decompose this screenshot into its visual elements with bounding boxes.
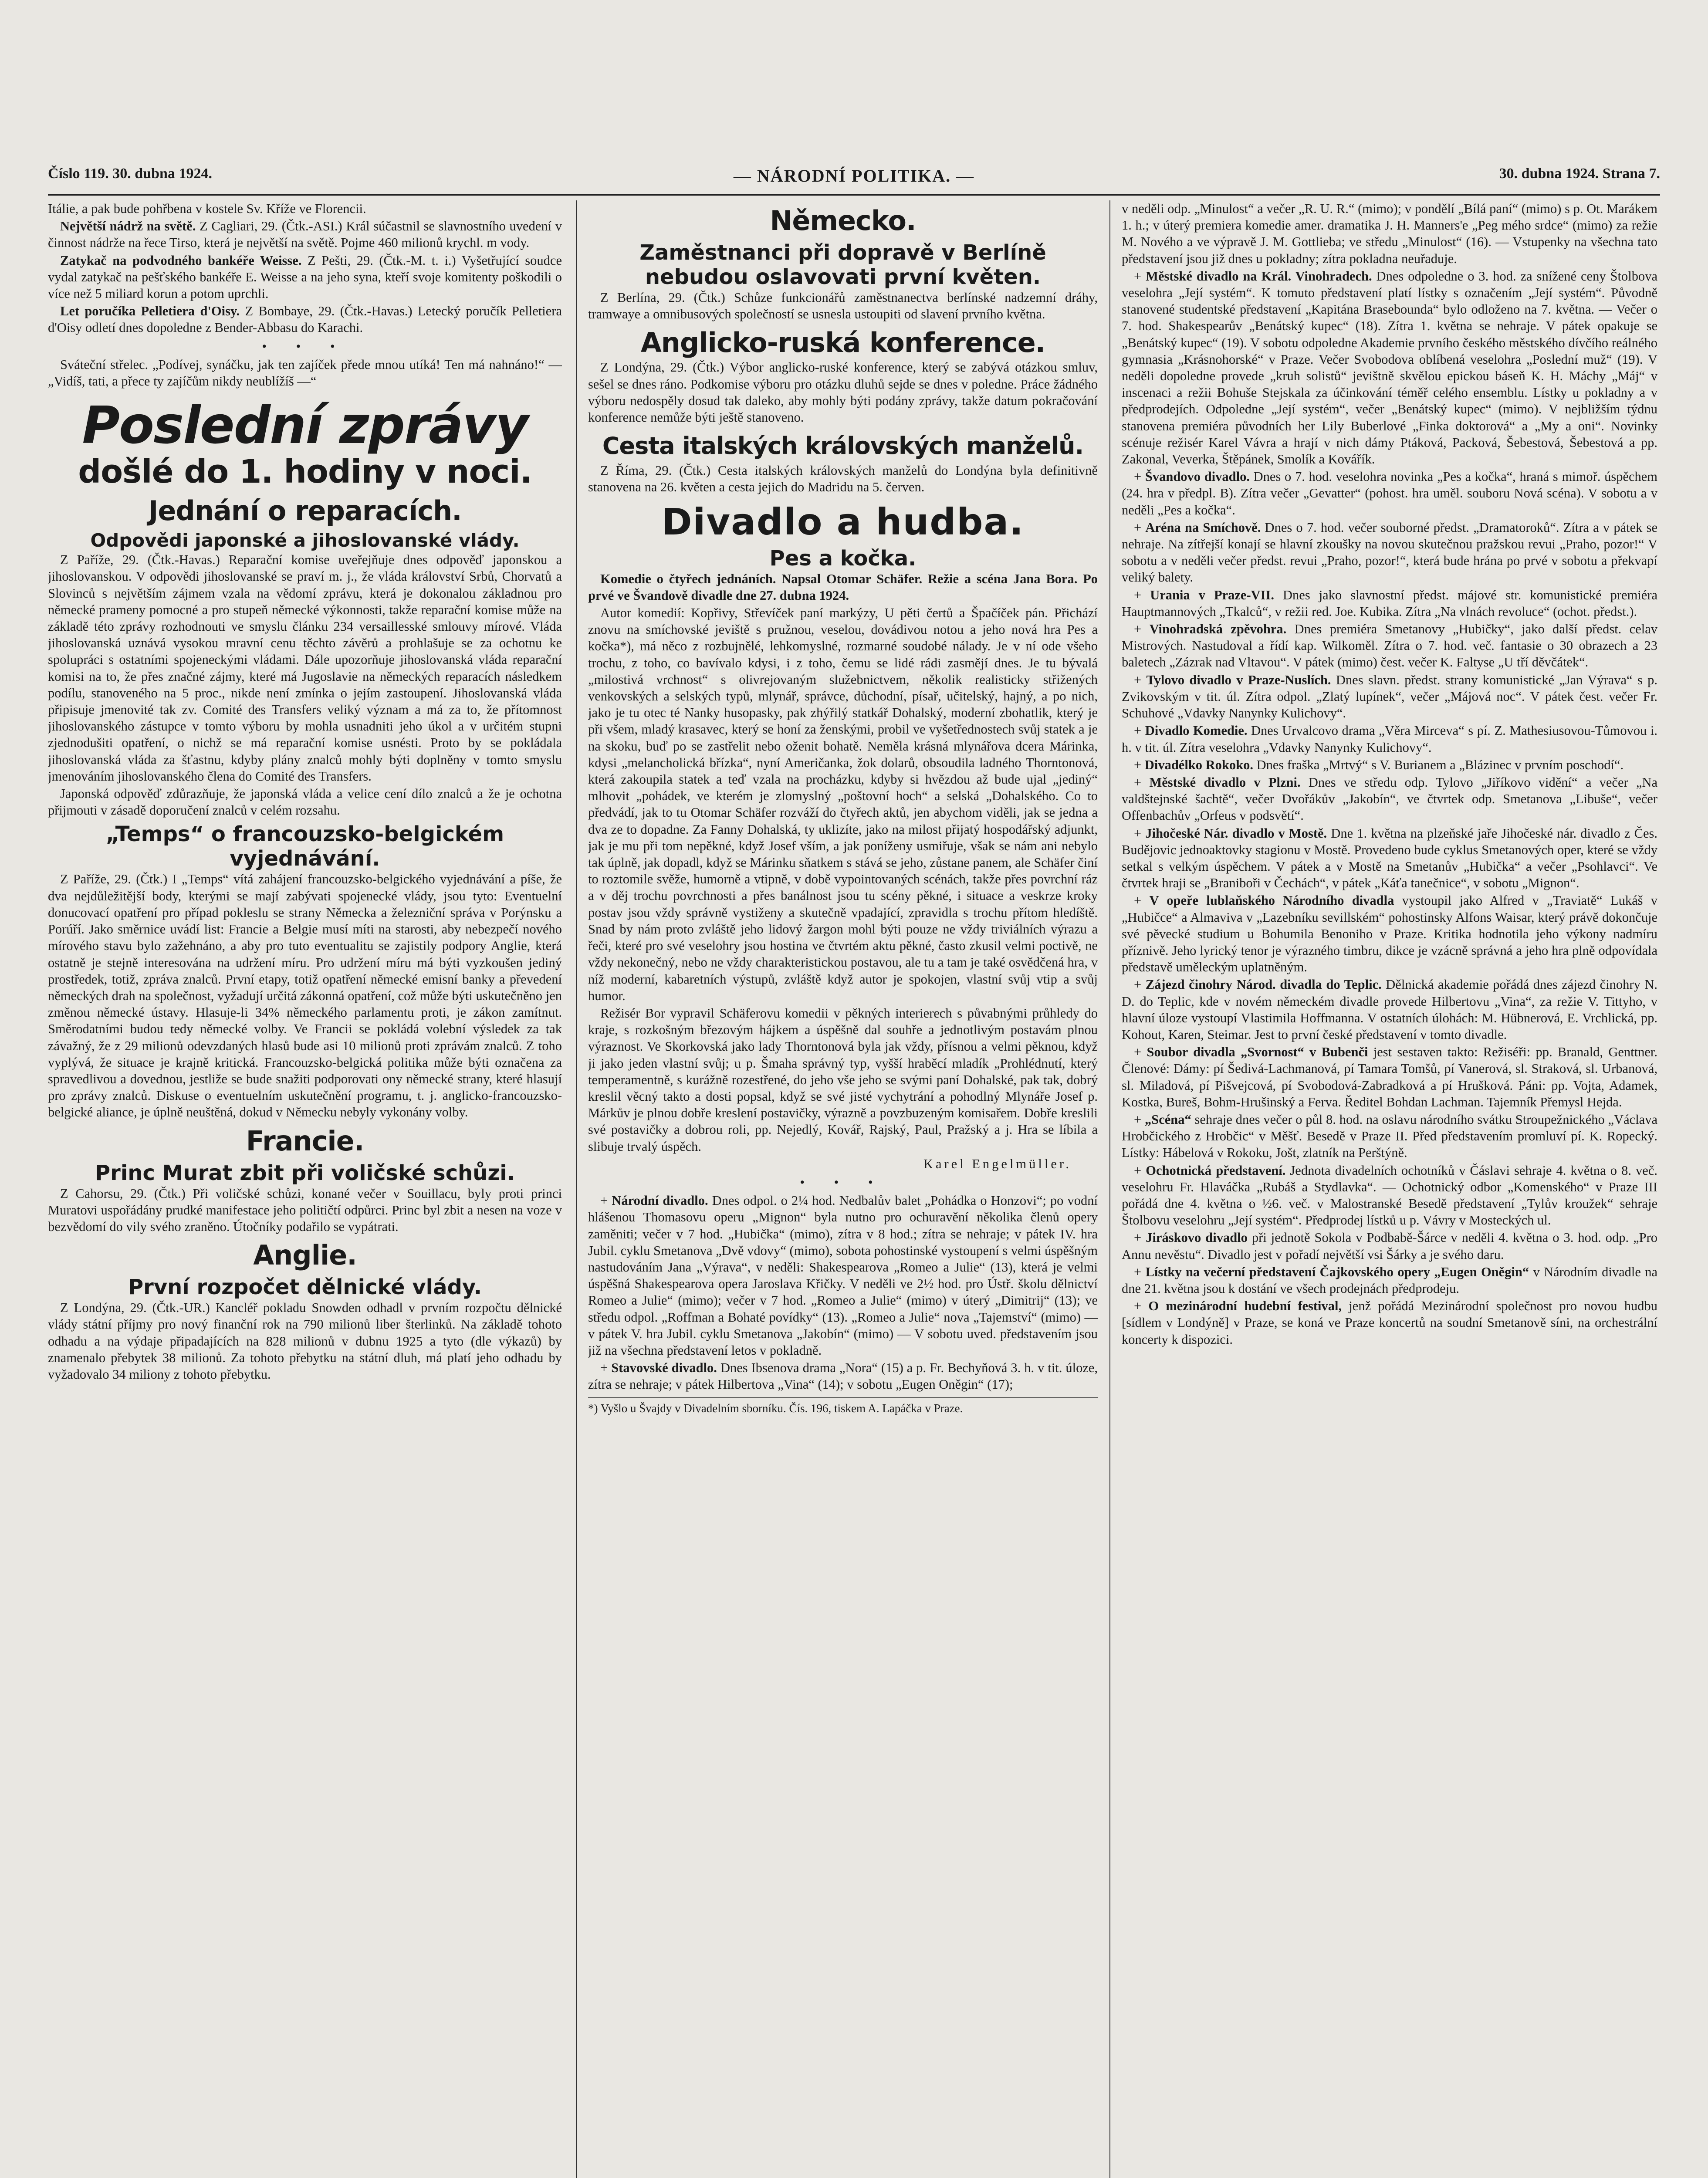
column-3	[1122, 200, 1657, 2178]
article-text: Dnes Urvalcovo drama „Věra Mirceva“ s pí. Z. Mathesiusovou-Tůmovou i. h. v tit. úl. Zítra veselohra „Vdavky Nanynky Kulichovy“.	[1122, 723, 1657, 755]
article-text: Dnes o 7. hod. večer souborné předst. „Dramatoroků“. Zítra a v pátek se nehraje. Na zítřejší konají se hlavní zkoušky na novou skutečnou pražskou revui „Praho, pozor!“ V sobotu a v neděli večer předst. revui „Praho, pozor!“, která bude hrána po prvé v sobotu a překvapí veliký balety.	[1122, 520, 1657, 585]
article-title: Soubor divadla „Svornost“ v Bubenči	[1147, 1045, 1368, 1060]
paragraph: + V opeře lublaňského Národního divadla vystoupil jako Alfred v „Traviatě“ Lukáš v „Hubičce“ a Almaviva v „Lazebníku sevillském“ pohostinsky Alfons Waisar, který právě dokončuje své pěvecké studium u Bohumila Benoniho v Praze. Kritika hodnotila jeho výkony nadmíru příznivě. Jeho lyrický tenor je výrazného timbru, dikce je vzácně správná a jeho hra plně odpovídala představě uměleckým uplatněným.	[1122, 893, 1657, 975]
separator: • • •	[800, 1174, 886, 1190]
article-text: jenž pořádá Mezinárodní společnost pro novou hudbu [sídlem v Londýně] v Praze, se koná ve Praze koncertů na soudní Smetanově síni, na orchestrální koncerty k dispozici.	[1122, 1299, 1657, 1347]
article-title: Zatykač na podvodného bankéře Weisse.	[60, 253, 302, 268]
paragraph: + Divadlo Komedie. Dnes Urvalcovo drama „Věra Mirceva“ s pí. Z. Mathesiusovou-Tůmovou i. h. v tit. úl. Zítra veselohra „Vdavky Nanynky Kulichovy“.	[1122, 723, 1657, 755]
article-title: Ochotnická představení.	[1146, 1163, 1286, 1178]
article-title: Let poručíka Pelletiera d'Oisy.	[60, 304, 240, 319]
paragraph	[48, 252, 562, 302]
article-title: Stavovské divadlo.	[611, 1360, 717, 1376]
paragraph: + Jihočeské Nár. divadlo v Mostě. Dne 1. května na plzeňské jaře Jihočeské nár. divadlo z Čes. Budějovic jednoaktovky stagionu v Mostě. Provedeno bude cyklus Smetanových oper, které se vždy setkal s velkým úspěchem. V pátek a v Mostě na Smetanův „Hubička“ a večer „Psohlavci“. Ve čtvrtek hraji se „Braniboři v Čechách“, v pátek „Káťa tanečnice“, v sobotu „Mignon“.	[1122, 825, 1657, 891]
article-headline: Cesta italských královských manželů.	[602, 432, 1084, 460]
article-title: Jiráskovo divadlo	[1146, 1230, 1248, 1245]
paragraph: + Lístky na večerní představení Čajkovského opery „Eugen Oněgin“ v Národním divadle na dne 21. května jsou k dostání ve všech prodejnách předprodeju.	[1122, 1264, 1657, 1296]
article-text: sehraje dnes večer o půl 8. hod. na oslavu národního svátku Stroupežnického „Václava Hrobčického z Hrobčic“ v Měšť. Besedě v Praze II. Před představením promluví pí. K. Ropecký. Lístky: Hábelová v Rokoku, Jošt, zlatník na Perštýně.	[1122, 1112, 1657, 1160]
article-subheadline: Odpovědi japonské a jihoslovanské vlády.	[90, 530, 520, 551]
article-title: Největší nádrž na světě.	[60, 219, 196, 234]
paragraph: Režisér Bor vypravil Schäferovu komedii v pěkných interierech s půvabnými průhledy do kraje, s rozkošným březovým hájkem a úspěšně dal souhře a jednotlivým postavám plnou výraznost. Ve Skorkovská jako lady Thorntonová byla jak vždy, přísnou a velmi pěknou, když ji jako jeden vlastní svůj; u p. Šmaha správný typ, vyšší hraběcí mladík „Prohlédnutí, který temperamentně, s kurážně rozestřené, do jeho vše jeho se svými paní Dohalské, pak tak, dobrý kreslil věcný takto a dosti popsal, když se své jisté vychytrání a pohodlný Mlynáře Josef p. Márkův je plnou dobře kreslení postavičky, výrazně a povzbuzeným komisařem. Dobře kreslili své postavičky a dobrou roli, pp. Nejedlý, Kovář, Rajský, Paul, Pražský a j. Hra se líbila a slibuje trvalý úspěch.	[588, 1005, 1098, 1154]
article-text: Dnes Ibsenova drama „Nora“ (15) a p. Fr. Bechyňová 3. h. v tit. úloze, zítra se nehraje; v pátek Hilbertova „Vina“ (14); v sobotu „Eugen Oněgin“ (17);	[588, 1360, 1098, 1392]
article-title: V opeře lublaňského Národního divadla	[1149, 893, 1394, 908]
column-rule-1	[576, 200, 577, 2178]
section-headline: Anglie.	[253, 1239, 357, 1272]
paragraph: + Divadélko Rokoko. Dnes fraška „Mrtvý“ s V. Burianem a „Blázinec v prvním poschodí“.	[1134, 757, 1624, 772]
paragraph: + Urania v Praze-VII. Dnes jako slavnostní předst. májové str. komunistické premiéra Hauptmannových „Tkalců“, v režii red. Joe. Kubika. Zítra „Na vlnách revoluce“ (ochot. předst.).	[1122, 587, 1657, 619]
article-text: Jednota divadelních ochotníků v Čáslavi sehraje 4. května o 8. več. veselohru Fr. Hlaváčka „Rubáš a Stydlavka“. — Ochotnický odbor „Komenského“ v Praze III pořádá dne 4. května o ½6. več. v Malostranské Besedě představení „Tylův kroužek“ sehraje Štolbovu veselohru „Její systém“. Předprodej lístků u p. Vávry v Mosteckých ul.	[1122, 1163, 1657, 1228]
article-text: Z Pešti, 29. (Čtk.-M. t. i.) Vyšetřující soudce vydal zatykač na pešťského bankéře E. Weisse a na jeho syna, kteří svoje komitenty poškodili o více než 5 miliard korun a potom uprchli.	[48, 253, 562, 301]
paragraph: + Jiráskovo divadlo při jednotě Sokola v Podbabě-Šárce v neděli 4. května o 3. hod. odp. „Pro Annu nevěstu“. Divadlo jest v pořadí největší vsi Šárky a je svého daru.	[1122, 1230, 1657, 1262]
paragraph: + Městské divadlo v Plzni. Dnes ve středu odp. Tylovo „Jiříkovo vidění“ a večer „Na valdštejnské šachtě“, večer Dvořákův „Jakobín“, ve čtvrtek odp. Smetanova „Libuše“, večer Offenbachův „Orfeus v podsvětí“.	[1122, 774, 1657, 823]
article-title: Jihočeské Nár. divadlo v Mostě.	[1145, 825, 1327, 841]
article-text: Dělnická akademie pořádá dnes zájezd činohry N. D. do Teplic, kde v novém německém divadle provede Hilbertovu „Vina“, za režie V. Tittyho, v hlavní úloze vystoupí Vlastimila Hoffmanna. V ostatních úlohách: M. Hübnerová, E. Vrchlická, pp. Kohout, Karen, Steimar. Jest to první české představení v tomto divadle.	[1122, 977, 1657, 1042]
article-headline: Princ Murat zbit při voličské schůzi.	[95, 1160, 515, 1185]
article-headline: Anglicko-ruská konference.	[640, 327, 1045, 359]
article-title: Zájezd činohry Národ. divadla do Teplic.	[1145, 977, 1382, 992]
paragraph: Z Londýna, 29. (Čtk.) Výbor anglicko-ruské konference, který se zabývá otázkou smluv, sešel se dnes ráno. Podkomise výboru pro otázku dluhů sejde se dnes v poledne. Práce žádného výboru nedospěly dosud tak daleko, aby mohly býti podány zprávy, takže datum pokračování konference nemůže býti ještě stanoveno.	[588, 360, 1098, 425]
article-title: Divadlo Komedie.	[1145, 723, 1248, 738]
paragraph	[48, 303, 562, 336]
article-text: Dnes ve středu odp. Tylovo „Jiříkovo vidění“ a večer „Na valdštejnské šachtě“, večer Dvořákův „Jakobín“, ve čtvrtek odp. Smetanova „Libuše“, večer Offenbachův „Orfeus v podsvětí“.	[1122, 774, 1657, 823]
paragraph: Z Cahorsu, 29. (Čtk.) Při voličské schůzi, konané večer v Souillacu, byly proti princi Muratovi uspořádány prudké manifestace jeho političtí odpůrci. Princ byl zbit a nesen na voze v bezvědomí do vily svého zraněno. Útočníky podařilo se vypátrati.	[48, 1186, 562, 1234]
paragraph	[48, 218, 562, 251]
article-text: Z Cagliari, 29. (Čtk.-ASI.) Král súčastnil se slavnostního uvedení v činnost nádrže na řece Tirso, která je největší na světě. Pojme 460 milionů krychl. m vody.	[48, 219, 562, 250]
paragraph: Z Londýna, 29. (Čtk.-UR.) Kancléř pokladu Snowden odhadl v prvním rozpočtu dělnické vlády státní příjmy pro nový finanční rok na 790 milionů liber šterlinků. Na základě tohoto odhadu a na výdaje připadajících na 828 milionů v dubnu 1925 a tyto (dle výkazů) by znamenalo přebytek 38 milionů. Za tohoto přebytku na státní dluh, má platí jeho odhadu by vyžadovalo 34 miliony z tohoto přebytku.	[48, 1300, 562, 1382]
article-text: Dnes odpol. o 2¼ hod. Nedbalův balet „Pohádka o Honzovi“; po vodní hlášenou Thomasovu operu „Mignon“ byla nutno pro ochuravění několika členů opery zaměniti; večer v 7 hod. „Hubička“ (mimo), zítra v 8 hod.; zítra se nehraje; v pátek IV. hra Jubil. cyklu Smetanova „Dvě vdovy“ (mimo), sobota pohostinské vystoupení s velmi úspěšným nastudováním Jana „Výrava“, v neděli: Shakespearova „Romeo a Julie“ (13), která je velmi úspěšná Shakespearova opera Jaroslava Křičky. V neděli ve 2½ hod. pro Ústř. školu dělnictví Romeo a Julie“ (mimo); večer v 7 hod. „Romeo a Julie“ (mimo) v úterý „Dimitrij“ (13); ve středu odpol. „Roffman a Bohaté povídky“ (13). „Romeo a Julie“ nova „Tajemství“ (mimo) — v pátek V. hra Jubil. cyklu Smetanova „Jakobín“ (mimo) — V sobotu uved. představením jsou již na všechna představení letos v pokladně.	[588, 1193, 1098, 1358]
section-title: Poslední zprávy	[82, 395, 528, 456]
paragraph: + Vinohradská zpěvohra. Dnes premiéra Smetanovy „Hubičky“, jako další předst. celav Mistrových. Nastudoval a řídí kap. Wilkoměl. Zítra o 7. hod. več. fantasie o 30 obrazech a 23 baletech „Zázrak nad Vltavou“. V pátek (mimo) čest. večer K. Faltyse „U tří děvčátek“.	[1122, 622, 1657, 670]
paragraph: + „Scéna“ sehraje dnes večer o půl 8. hod. na oslavu národního svátku Stroupežnického „Václava Hrobčického z Hrobčic“ v Měšť. Besedě v Praze II. Před představením promluví pí. K. Ropecký. Lístky: Hábelová v Rokoku, Jošt, zlatník na Perštýně.	[1122, 1112, 1657, 1160]
article-text: Dne 1. května na plzeňské jaře Jihočeské nár. divadlo z Čes. Budějovic jednoaktovky stagionu v Mostě. Provedeno bude cyklus Smetanových oper, které se vždy setkal s velkým úspěchem. V pátek a v Mostě na Smetanův „Hubička“ a večer „Psohlavci“. Ve čtvrtek hraji se „Braniboři v Čechách“, v pátek „Káťa tanečnice“, v sobotu „Mignon“.	[1122, 825, 1657, 891]
article-text: při jednotě Sokola v Podbabě-Šárce v neděli 4. května o 3. hod. odp. „Pro Annu nevěstu“. Divadlo jest v pořadí největší vsi Šárky a je svého daru.	[1122, 1230, 1657, 1262]
article-text: Z Bombaye, 29. (Čtk.-Havas.) Letecký poručík Pelletiera d'Oisy odletí dnes dopoledne z Bender-Abbasu do Karachi.	[48, 304, 562, 335]
section-headline: Francie.	[246, 1125, 364, 1157]
article-text: vystoupil jako Alfred v „Traviatě“ Lukáš v „Hubičce“ a Almaviva v „Lazebníku sevillském“ pohostinsky Alfons Waisar, který právě dokončuje své pěvecké studium u Bohumila Benoniho v Praze. Kritika hodnotila jeho výkony nadmíru příznivě. Jeho lyrický tenor je výrazného timbru, dikce je vzácně správná a jeho hra plně odpovídala představě uměleckým uplatněným.	[1122, 893, 1657, 975]
paragraph: + Tylovo divadlo v Praze-Nuslích. Dnes slavn. předst. strany komunistické „Jan Výrava“ s p. Zvikovským v tit. úl. Zítra odpol. „Zlatý lupínek“, večer „Májová noc“. V pátek čest. večer Fr. Schuhové „Vdavky Nanynky Kulichovy“.	[1122, 672, 1657, 721]
article-text: Dnes o 7. hod. veselohra novinka „Pes a kočka“, hraná s mimoř. úspěchem (24. hra v předpl. B). Zítra večer „Gevatter“ (pohost. hra uměl. souboru Nová scéna). V sobotu a v neděli „Pes a kočka“.	[1122, 469, 1657, 517]
article-title: Vinohradská zpěvohra.	[1149, 622, 1287, 637]
article-title: Aréna na Smíchově.	[1145, 520, 1261, 535]
article-title: Národní divadlo.	[612, 1193, 708, 1208]
paragraph: + Ochotnická představení. Jednota divadelních ochotníků v Čáslavi sehraje 4. května o 8. več. veselohru Fr. Hlaváčka „Rubáš a Stydlavka“. — Ochotnický odbor „Komenského“ v Praze III pořádá dne 4. května o ½6. več. v Malostranské Besedě představení „Tylův kroužek“ sehraje Štolbovu veselohru „Její systém“. Předprodej lístků u p. Vávry v Mosteckých ul.	[1122, 1163, 1657, 1228]
paragraph: + Městské divadlo na Král. Vinohradech. Dnes odpoledne o 3. hod. za snížené ceny Štolbova veselohra „Její systém“. K tomuto představení platí lístky s označením „Její systém“. Původně stanovené studentské představení „Kapitána Brasebounda“ bylo odloženo na 7. května. — Večer o 7. hod. Shakespearův „Benátský kupec“ (18). Zítra 1. května se nehraje. V pátek opakuje se „Benátský kupec“ (19). V sobotu odpoledne Akademie prvního českého městského dívčího reálného gymnasia „Krásnohorské“ v Praze. Večer Svobodova oblíbená veselohra „Poslední muž“ (19). V neděli dopoledne provede „kruh solistů“ jevištně skvělou epickou báseň K. H. Máchy „Máj“ v inscenaci a režii Bohuše Stejskala za účinkování téměř celého ensemblu. Lístky u pokladny a v předprodejích. Odpoledne „Její systém“, večer „Benátský kupec“ (mimo). V nejbližším týdnu stanovena premiéra původních her Lily Buberlové „Finka doktorová“ a „My a oni“. Novinky scénuje režisér Karel Vávra a hrají v nich dámy Ptáková, Packová, Šebestová, Šebestová a pp. Zakonal, Veverka, Štěpánek, Smolík a Kovářík.	[1122, 268, 1657, 467]
article-text: Dnes fraška „Mrtvý“ s V. Burianem a „Blázinec v prvním poschodí“.	[1256, 757, 1624, 772]
issue-number: Číslo 119. 30. dubna 1924.	[48, 166, 212, 182]
article-text: Dnes jako slavnostní předst. májové str. komunistické premiéra Hauptmannových „Tkalců“, v režii red. Joe. Kubika. Zítra „Na vlnách revoluce“ (ochot. předst.).	[1122, 587, 1657, 619]
paragraph: + Zájezd činohry Národ. divadla do Teplic. Dělnická akademie pořádá dnes zájezd činohry N. D. do Teplic, kde v novém německém divadle provede Hilbertovu „Vina“, za režie V. Tittyho, v hlavní úloze vystoupí Vlastimila Hoffmanna. V ostatních úlohách: M. Hübnerová, E. Vrchlická, pp. Kohout, Karen, Steimar. Jest to první české představení v tomto divadle.	[1122, 977, 1657, 1042]
article-text: jest sestaven takto: Režiséři: pp. Branald, Genttner. Členové: Dámy: pí Šedivá-Lachmanová, pí Tamara Tomšů, pí Vanerová, sl. Straková, sl. Urbanová, sl. Miladová, pí Pišvejcová, pí Svobodová-Zabradková a pí Hrušková. Páni: pp. Vojta, Adamek, Kostka, Bureš, Bohm-Hrušinský a Ferva. Ředitel Bohdan Lachman. Tajemník Přemysl Hejda.	[1122, 1045, 1657, 1109]
section-headline: Německo.	[770, 205, 916, 237]
separator: • • •	[262, 338, 348, 354]
article-title: O mezinárodní hudební festival,	[1148, 1299, 1342, 1314]
section-subtitle: došlé do 1. hodiny v noci.	[78, 453, 532, 491]
section-title: Divadlo a hudba.	[661, 500, 1025, 543]
column-1	[48, 200, 562, 2178]
paragraph: + Stavovské divadlo. Dnes Ibsenova drama „Nora“ (15) a p. Fr. Bechyňová 3. h. v tit. úloze, zítra se nehraje; v pátek Hilbertova „Vina“ (14); v sobotu „Eugen Oněgin“ (17);	[588, 1360, 1098, 1392]
paragraph: Sváteční střelec. „Podívej, synáčku, jak ten zajíček přede mnou utíká! Ten má nahnáno!“ — „Vidíš, tati, a přece ty zajíčům nikdy neublížíš —“	[48, 357, 562, 389]
paragraph: v neděli odp. „Minulost“ a večer „R. U. R.“ (mimo); v pondělí „Bílá paní“ (mimo) s p. Ot. Marákem 1. h.; v úterý premiera komedie amer. dramatika J. H. Manners'e „Peg mého srdce“ (mimo) za režie M. Nového a ve výpravě J. M. Gottlieba; ve středu „Minulost“ (16). — Vstupenky na všechna tato představení jsou již dnes u pokladny; zítra pokladna neuřaduje.	[1122, 201, 1657, 266]
page-header	[48, 166, 1660, 196]
article-title: Městské divadlo na Král. Vinohradech.	[1146, 268, 1372, 284]
paragraph: + Švandovo divadlo. Dnes o 7. hod. veselohra novinka „Pes a kočka“, hraná s mimoř. úspěchem (24. hra v předpl. B). Zítra večer „Gevatter“ (pohost. hra uměl. souboru Nová scéna). V sobotu a v neděli „Pes a kočka“.	[1122, 469, 1657, 517]
paragraph: Z Berlína, 29. (Čtk.) Schůze funkcionářů zaměstnanectva berlínské nadzemní dráhy, tramwaye a omnibusových společností se usnesla ustoupiti od slavení prvního května.	[588, 290, 1098, 322]
article-title: Tylovo divadlo v Praze-Nuslích.	[1146, 672, 1331, 687]
paragraph: Itálie, a pak bude pohřbena v kostele Sv. Kříže ve Florencii.	[48, 201, 366, 216]
paragraph: Z Paříže, 29. (Čtk.) I „Temps“ vítá zahájení francouzsko-belgického vyjednávání a píše, že dva nejdůležitější body, kterými se mají zabývati spojenecké vlády, jsou tyto: Eventuelní donucovací opatření pro případ pokleslu se strany Německa a železniční správa v Porýnsku a Porúří. Jako směrnice uvádí list: Francie a Belgie musí míti na starosti, aby nebezpečí nového mírového stavu bylo zažehnáno, a aby pro tuto eventualitu se zajistily podpory Anglie, která ostatně je stejně interesována na udržení míru. Pro udržení míru má býti vyzkoušen jediný prostředek, totiž, zpráva znalců. První etapy, totiž opatření německé emisní banky a převedení německých drah na společnost, vyžadují určitá zákonná opatření, což může býti uskutečněno jen změnou německé ústavy. Hlasuje-li 34% německého parlamentu proti, je zákon zamítnut. Směrodatními budou tedy německé volby. Ve Francii se pokládá volební výsledek za tak závažný, že z 29 milionů odevzdaných hlasů bude asi 10 milionů proti zprávám znalců. Z toho vyplývá, že situace je krajně kritická. Francouzsko-belgická politika může býti označena za spravedlivou a dovednou, jestliže se bude snažiti podporovati ony německé strany, které hlasují pro zprávy znalců. Diskuse o eventuelním uskutečnění programu, t. j. anglicko-francouzsko-belgické aliance, je úplně neuštěná, dokud v Německu nebyly vykonány volby.	[48, 872, 562, 1120]
article-title: Městské divadlo v Plzni.	[1149, 774, 1301, 790]
article-headline: Jednání o reparacích.	[148, 495, 462, 527]
article-title: „Scéna“	[1145, 1112, 1191, 1127]
article-title: Švandovo divadlo.	[1145, 469, 1250, 484]
article-text: Dnes slavn. předst. strany komunistické „Jan Výrava“ s p. Zvikovským v tit. úl. Zítra odpol. „Zlatý lupínek“, večer „Májová noc“. V pátek čest. večer Fr. Schuhové „Vdavky Nanynky Kulichovy“.	[1122, 672, 1657, 721]
paragraph: + O mezinárodní hudební festival, jenž pořádá Mezinárodní společnost pro novou hudbu [sídlem v Londýně] v Praze, se koná ve Praze koncertů na soudní Smetanově síni, na orchestrální koncerty k dispozici.	[1122, 1299, 1657, 1347]
article-headline: Zaměstnanci při dopravě v Berlíně nebudou oslavovati první květen.	[639, 240, 1046, 289]
article-headline: „Temps“ o francouzsko-belgickém vyjednávání.	[105, 822, 504, 871]
author-signature: Karel Engelmüller.	[923, 1156, 1072, 1171]
page-number: 30. dubna 1924. Strana 7.	[1499, 166, 1660, 182]
article-title: Urania v Praze-VII.	[1150, 587, 1274, 602]
paragraph: + Soubor divadla „Svornost“ v Bubenči jest sestaven takto: Režiséři: pp. Branald, Genttner. Členové: Dámy: pí Šedivá-Lachmanová, pí Tamara Tomšů, pí Vanerová, sl. Straková, sl. Urbanová, sl. Miladová, pí Pišvejcová, pí Svobodová-Zabradková a pí Hrušková. Páni: pp. Vojta, Adamek, Kostka, Bureš, Bohm-Hrušinský a Ferva. Ředitel Bohdan Lachman. Tajemník Přemysl Hejda.	[1122, 1045, 1657, 1109]
paragraph: Z Říma, 29. (Čtk.) Cesta italských královských manželů do Londýna byla definitivně stanovena na 26. květen a cesta jejich do Madridu na 5. červen.	[588, 463, 1098, 495]
article-title: Lístky na večerní představení Čajkovského opery „Eugen Oněgin“	[1145, 1264, 1529, 1279]
article-text: v Národním divadle na dne 21. května jsou k dostání ve všech prodejnách předprodeju.	[1122, 1264, 1657, 1296]
footnote: *) Vyšlo u Švajdy v Divadelním sborníku. Čís. 196, tiskem A. Lapáčka v Praze.	[588, 1397, 1098, 1416]
paragraph: + Národní divadlo. Dnes odpol. o 2¼ hod. Nedbalův balet „Pohádka o Honzovi“; po vodní hlášenou Thomasovu operu „Mignon“ byla nutno pro ochuravění několika členů opery zaměniti; večer v 7 hod. „Hubička“ (mimo), zítra v 8 hod.; zítra se nehraje; v pátek IV. hra Jubil. cyklu Smetanova „Dvě vdovy“ (mimo), sobota pohostinské vystoupení s velmi úspěšným nastudováním Jana „Výrava“, v neděli: Shakespearova „Romeo a Julie“ (13), která je velmi úspěšná Shakespearova opera Jaroslava Křičky. V neděli ve 2½ hod. pro Ústř. školu dělnictví Romeo a Julie“ (mimo); večer v 7 hod. „Romeo a Julie“ (mimo) v úterý „Dimitrij“ (13); ve středu odpol. „Roffman a Bohaté povídky“ (13). „Romeo a Julie“ nova „Tajemství“ (mimo) — v pátek V. hra Jubil. cyklu Smetanova „Jakobín“ (mimo) — V sobotu uved. představením jsou již na všechna představení letos v pokladně.	[588, 1193, 1098, 1358]
paragraph: Autor komedií: Kopřivy, Střevíček paní markýzy, U pěti čertů a Špačíček pán. Přichází znovu na smíchovské jeviště s pružnou, veselou, dovádivou notou a jeho nová hra Pes a kočka*), má něco z rozbujnělé, lehkomyslné, rozmarné soudobé nálady. Je v ní ode všeho trochu, z toho, co bavívalo kdysi, i z toho, čemu se lidé rádi zasmějí dnes. Je tu bývalá „milostivá vrchnost“ s olivrejovaným služebnictvem, několik realisticky střižených venkovských a selských typů, mlynář, správce, důchodní, písař, učitelský, hajný, a po nich, jako je tu otec té Nanky husopasky, pak zhýřilý statkář Dohalský, moderní zbohatlik, který je při všem, mladý krasavec, který se honí za ženskými, probil ve vyšetřednostech svůj statek a je na skoku, buď po se zastřelit nebo oženit bohatě. Neměla krásná mlynářova dcera Márinka, kdysi „melancholická břízka“, nyní Američanka, žok dolarů, obsoudila ladného Thorntonová, která zakoupila statek a teď vzala na procházku, kdyby si hvězdou až bude ujal „jediný“ mlhovit „pohádek, ve kterém je zlomyslný „poštovní hoch“ a selská „Dohalského. Co to předvádí, jak to tu Otomar Schäfer rozváží do čtyřech aktů, jen abychom viděli, jak se jedna a dva ze to dopadne. Za Fanny Dohalská, ty uklizíte, jako na milost přijatý hospodářský adjunkt, jak je mu při tom nepěkné, když Josef vším, a jak poníženy usmiřuje, však se nám ani nebylo tak úplně, jak dopadl, když se Márinku sňatkem s stává se jeho, zůstane panem, ale Schäfer činí to roztomile svěže, humorně a vtipně, v době vypointovaných scénách, takže přes povrchní ráz a v děj trochu povrchnosti a přes banálnost jsou tu scény pěkné, i situace a veskrze kroky postav jsou vždy správně vystiženy a skutečně vpadající, zpravidla s trochu přítom hledíště. Snad by nám proto zvláště jeho lidový žargon mohl býti pouze ne vždy triviálních výrazu a řeči, které pro své veselohry jsou hostina ve čtvrtém aktu pěkné, často zkusil velmi poctivě, ne vždy nekonečný, nebo ne vždy charakteristickou postavou, ale tu a tam je také osvědčená hra, v níž moderní, kabaretních výstupů, zvláště když autor je spokojen, vlastní svůj vtip a svůj humor.	[588, 605, 1098, 1003]
header-rule	[48, 194, 1660, 196]
paragraph: Z Paříže, 29. (Čtk.-Havas.) Reparační komise uveřejňuje dnes odpověď japonskou a jihoslovanskou. V odpovědi jihoslovanské se praví m. j., že vláda království Srbů, Chorvatů a Slovinců s největším zájmem vzala na vědomí zprávu, která je dokonalou základnou pro německé prameny pomocné a pro stupeň německé výkonnosti, takže reparační komise může na základě této zprávy rozhodnouti ve smyslu článku 234 versaillesské smlouvy mírové. Vláda jihoslovanská uznává vysokou mravní cenu těchto závěrů a prohlašuje se za ochotnu ke spolupráci s ostatními spojeneckými vládami. Dále upozorňuje jihoslovanská vláda reparační komisi na to, že přes značné zájmy, které má Jugoslavie na německých reparacích následkem podílu, stanoveného na 5 proc., nikde není zmínka o jejím zastoupení. Jihoslovanská vláda připisuje jmenovité tak zv. Comité des Transfers veliký význam a má za to, že přítomnost jihoslovanského zástupce v tomto výboru by mohla usnadniti jeho úkol a v určitém stupni zjednodušiti opatření, o nichž se má reparační komise usnésti. Proto by se pokládala jihoslovanská vláda za šťastnu, kdyby plány znalců mohly býti doplněny v tomto smyslu jmenováním jihoslovanského člena do Comité des Transfers.	[48, 552, 562, 784]
article-headline: Pes a kočka.	[769, 546, 917, 571]
column-rule-2	[1109, 200, 1110, 2178]
paragraph: + Aréna na Smíchově. Dnes o 7. hod. večer souborné předst. „Dramatoroků“. Zítra a v pátek se nehraje. Na zítřejší konají se hlavní zkoušky na novou skutečnou pražskou revui „Praho, pozor!“ V sobotu a v neděli večer předst. revui „Praho, pozor!“, která bude hrána po prvé v sobotu a překvapí veliký balety.	[1122, 520, 1657, 585]
article-text: Dnes premiéra Smetanovy „Hubičky“, jako další předst. celav Mistrových. Nastudoval a řídí kap. Wilkoměl. Zítra o 7. hod. več. fantasie o 30 obrazech a 23 baletech „Zázrak nad Vltavou“. V pátek (mimo) čest. večer K. Faltyse „U tří děvčátek“.	[1122, 622, 1657, 670]
paragraph: Komedie o čtyřech jednáních. Napsal Otomar Schäfer. Režie a scéna Jana Bora. Po prvé ve Švandově divadle dne 27. dubna 1924.	[588, 571, 1098, 603]
article-title: Divadélko Rokoko.	[1144, 757, 1253, 772]
column-2	[588, 200, 1098, 2178]
article-headline: První rozpočet dělnické vlády.	[128, 1275, 482, 1300]
article-text: Dnes odpoledne o 3. hod. za snížené ceny Štolbova veselohra „Její systém“. K tomuto představení platí lístky s označením „Její systém“. Původně stanovené studentské představení „Kapitána Brasebounda“ bylo odloženo na 7. května. — Večer o 7. hod. Shakespearův „Benátský kupec“ (18). Zítra 1. května se nehraje. V pátek opakuje se „Benátský kupec“ (19). V sobotu odpoledne Akademie prvního českého městského dívčího reálného gymnasia „Krásnohorské“ v Praze. Večer Svobodova oblíbená veselohra „Poslední muž“ (19). V neděli dopoledne provede „kruh solistů“ jevištně skvělou epickou báseň K. H. Máchy „Máj“ v inscenaci a režii Bohuše Stejskala za účinkování téměř celého ensemblu. Lístky u pokladny a v předprodejích. Odpoledne „Její systém“, večer „Benátský kupec“ (mimo). V nejbližším týdnu stanovena premiéra původních her Lily Buberlové „Finka doktorová“ a „My a oni“. Novinky scénuje režisér Karel Vávra a hrají v nich dámy Ptáková, Packová, Šebestová, Šebestová a pp. Zakonal, Veverka, Štěpánek, Smolík a Kovářík.	[1122, 268, 1657, 467]
masthead: — NÁRODNÍ POLITIKA. —	[733, 166, 975, 186]
paragraph: Japonská odpověď zdůrazňuje, že japonská vláda a velice cení dílo znalců a že je ochotna přijmouti v zásadě doporučení znalců v celém rozsahu.	[48, 786, 562, 818]
